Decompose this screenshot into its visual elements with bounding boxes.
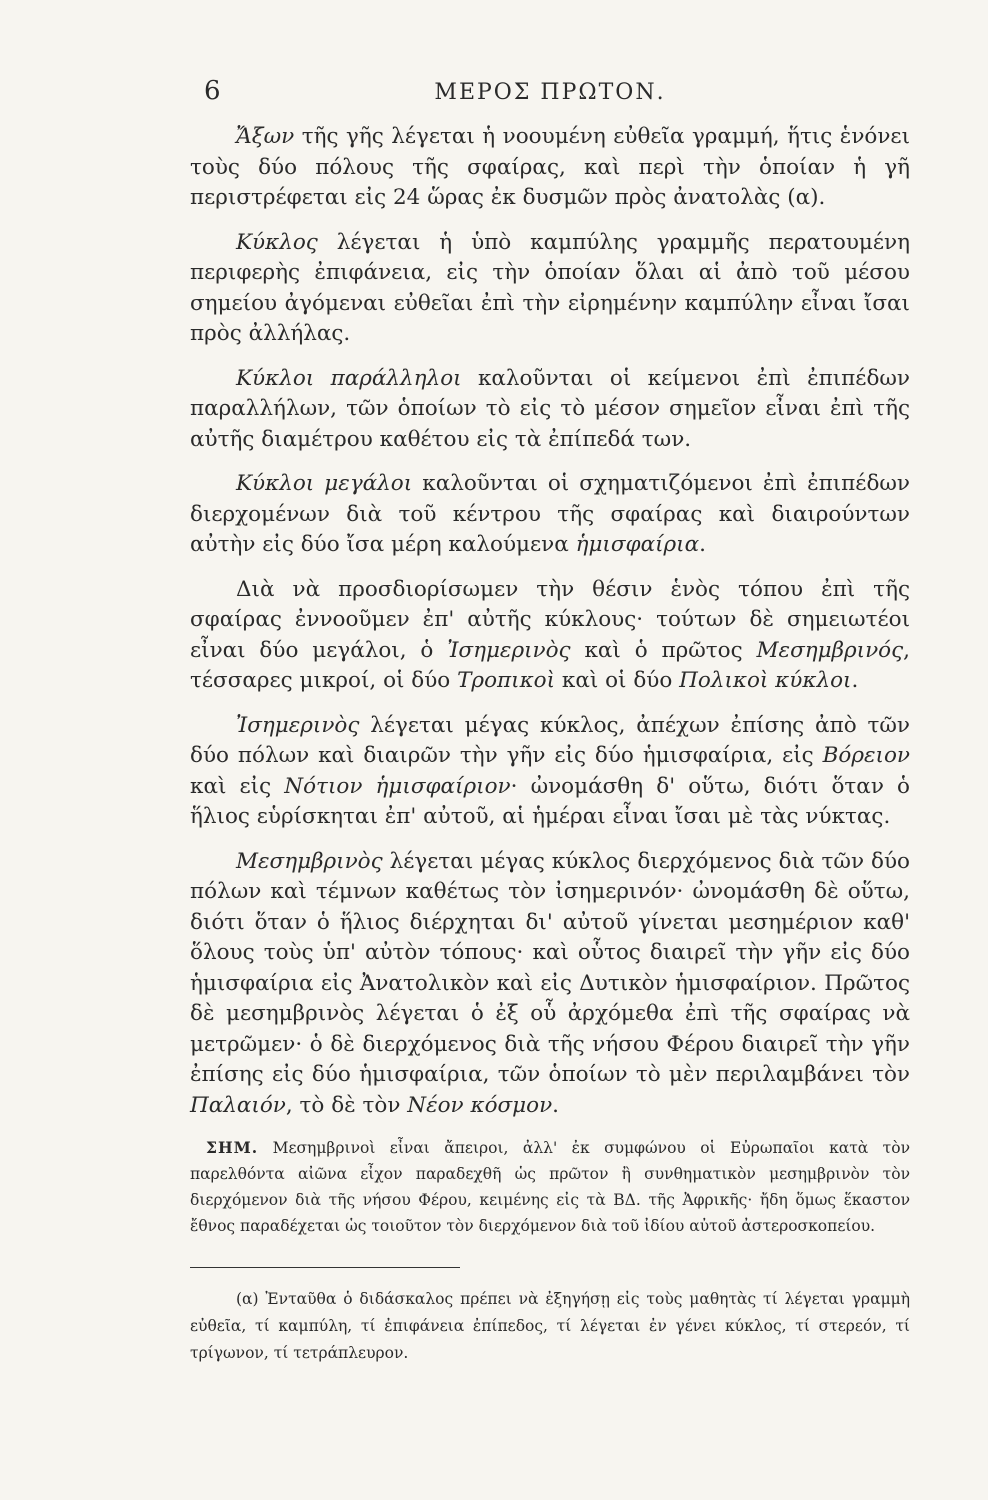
page-header <box>190 72 910 112</box>
paragraph-text: καὶ οἱ δύο <box>555 668 680 693</box>
paragraph-equator <box>190 711 910 833</box>
paragraph-text: λέγεται ἡ ὑπὸ καμπύλης γραμμῆς περατουμένη περιφερὴς ἐπιφάνεια, εἰς τὴν ὁποίαν ὅλαι αἱ ἀπὸ τοῦ μέσου σημείου ἀγόμεναι εὐθεῖαι ἐπὶ τὴν εἰρημένην καμπύλην εἶναι ἴσαι πρὸς ἀλλήλας. <box>190 229 910 346</box>
note-label: ΣΗΜ. <box>206 1138 259 1157</box>
paragraph-great-circles <box>190 469 910 561</box>
paragraph-text: , τέσσαρες μικροί, οἱ δύο <box>190 637 910 693</box>
term: Μεσημβρινός <box>756 637 904 663</box>
paragraph-text: καὶ ὁ πρῶτος <box>570 637 757 663</box>
term: Ἰσημερινὸς <box>447 637 571 663</box>
paragraph-text: καλοῦνται οἱ σχηματιζόμενοι ἐπὶ ἐπιπέδων διερχομένων διὰ τοῦ κέντρου τῆς σφαίρας καὶ διαιρούντων αὐτὴν εἰς δύο ἴσα μέρη καλούμενα <box>190 471 910 557</box>
term: Ἄξων <box>236 124 295 149</box>
paragraph-text: λέγεται μέγας κύκλος διερχόμενος διὰ τῶν δύο πόλων καὶ τέμνων καθέτως τὸν ἰσημερινόν· ὠνομάσθη δὲ οὕτω, διότι ὅταν ὁ ἥλιος διέρχηται δι' αὐτοῦ γίνεται μεσημέριον καθ' ὅλους τοὺς ὑπ' αὐτὸν τόπους· καὶ οὗτος διαιρεῖ τὴν γῆν εἰς δύο ἡμισφαίρια εἰς Ἀνατολικὸν καὶ εἰς Δυτικὸν ἡμισφαίριον. Πρῶτος δὲ μεσημβρινὸς λέγεται ὁ ἐξ οὗ ἀρχόμεθα ἐπὶ τῆς σφαίρας νὰ μετρῶμεν· ὁ δὲ διερχόμενος διὰ τῆς νήσου Φέρου διαιρεῖ τὴν γῆν ἐπίσης εἰς δύο ἡμισφαίρια, τῶν ὁποίων τὸ μὲν περιλαμβάνει τὸν <box>190 848 910 1087</box>
paragraph-meridian <box>190 847 910 1122</box>
page-body <box>190 122 910 1367</box>
paragraph-text: , τὸ δὲ τὸν <box>285 1092 408 1118</box>
paragraph-text: . <box>552 1092 560 1118</box>
paragraph-text: λέγεται μέγας κύκλος, ἀπέχων ἐπίσης ἀπὸ τῶν δύο πόλων καὶ διαιρῶν τὴν γῆν εἰς δύο ἡμισφαίρια, εἰς <box>190 712 910 768</box>
footnote <box>190 1286 910 1367</box>
paragraph-text: Διὰ νὰ προσδιορίσωμεν τὴν θέσιν ἑνὸς τόπου ἐπὶ τῆς σφαίρας ἐννοοῦμεν ἐπ' αὐτῆς κύκλους· τούτων δὲ σημειωτέοι εἶναι δύο μεγάλοι, ὁ <box>190 576 910 663</box>
paragraph-position <box>190 575 910 697</box>
footnote-divider <box>190 1267 460 1268</box>
term: Τροπικοὶ <box>457 668 556 693</box>
term: Νέον κόσμον <box>407 1092 553 1118</box>
footnote-marker: (α) <box>236 1290 259 1308</box>
term: Ἰσημερινὸς <box>236 712 360 738</box>
term: Κύκλοι παράλληλοι <box>236 365 462 391</box>
term: ἡμισφαίρια <box>575 532 700 557</box>
paragraph-axis <box>190 122 910 214</box>
term: Βόρειον <box>822 743 910 768</box>
term: Κύκλος <box>236 229 318 255</box>
note-text: Μεσημβρινοὶ εἶναι ἄπειροι, ἀλλ' ἐκ συμφώνου οἱ Εὐρωπαῖοι κατὰ τὸν παρελθόντα αἰῶνα εἶχον παραδεχθῆ ὡς πρῶτον ἢ συνθηματικὸν μεσημβρινὸν τὸν διερχόμενον διὰ τῆς νήσου Φέρου, κειμένης εἰς τὰ ΒΔ. τῆς Ἀφρικῆς· ἤδη ὅμως ἕκαστον ἔθνος παραδέχεται ὡς τοιοῦτον τὸν διερχόμενον διὰ τοῦ ἰδίου αὐτοῦ ἀστεροσκοπείου. <box>190 1139 910 1235</box>
paragraph-text: τῆς γῆς λέγεται ἡ νοουμένη εὐθεῖα γραμμή, ἥτις ἑνόνει τοὺς δύο πόλους τῆς σφαίρας, καὶ περὶ τὴν ὁποίαν ἡ γῆ περιστρέφεται εἰς 24 ὥρας ἐκ δυσμῶν πρὸς ἀνατολὰς (α). <box>190 124 910 210</box>
paragraph-text: . <box>699 532 706 557</box>
paragraph-text: · ὠνομάσθη δ' οὕτω, διότι ὅταν ὁ ἥλιος εὑρίσκηται ἐπ' αὐτοῦ, αἱ ἡμέραι εἶναι ἴσαι μὲ τὰς νύκτας. <box>190 773 910 829</box>
footnote-text: Ἐνταῦθα ὁ διδάσκαλος πρέπει νὰ ἐξηγήσῃ εἰς τοὺς μαθητὰς τί λέγεται γραμμὴ εὐθεῖα, τί καμπύλη, τί ἐπιφάνεια ἐπίπεδος, τί λέγεται ἐν γένει κύκλος, τί στερεόν, τί τρίγωνον, τί τετράπλευρον. <box>190 1290 910 1362</box>
paragraph-text: καὶ εἰς <box>190 773 285 799</box>
page-number: 6 <box>204 76 222 106</box>
term: Μεσημβρινὸς <box>236 848 383 874</box>
term: Νότιον ἡμισφαίριον <box>284 773 511 799</box>
paragraph-text: καλοῦνται οἱ κείμενοι ἐπὶ ἐπιπέδων παραλλήλων, τῶν ὁποίων τὸ εἰς τὸ μέσον σημεῖον εἶναι ἐπὶ τῆς αὐτῆς διαμέτρου καθέτου εἰς τὰ ἐπίπεδά των. <box>190 365 910 452</box>
term: Παλαιόν <box>190 1092 286 1118</box>
term: Πολικοὶ κύκλοι <box>679 668 852 693</box>
running-title: ΜΕΡΟΣ ΠΡΩΤΟΝ. <box>434 80 666 105</box>
paragraph-circle <box>190 228 910 350</box>
paragraph-text: . <box>851 668 859 693</box>
term: Κύκλοι μεγάλοι <box>236 471 413 496</box>
paragraph-parallel-circles <box>190 364 910 456</box>
note <box>190 1135 910 1239</box>
